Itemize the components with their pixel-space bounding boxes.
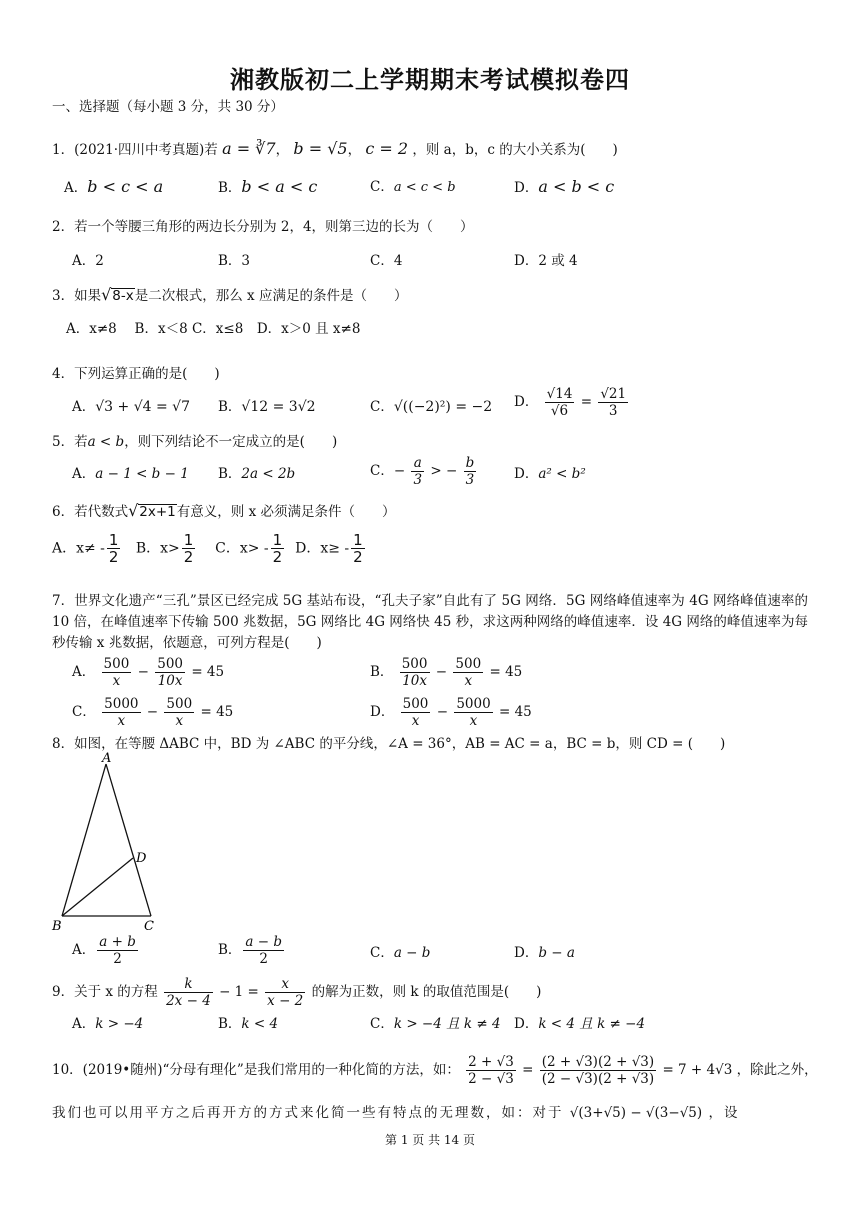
question-9-stem: 9．关于 x 的方程 $\frac{k}{2x - 4}$ − 1 = $\frac{x}{x - 2}$ 的解为正数，则 k 的取值范围是( ) [52,976,542,1009]
q4-option-c: C．√((−2)²) = −2 [370,399,493,415]
section-heading: 一、选择题（每小题 3 分，共 30 分） [52,99,284,115]
q4-option-b: B．√12 = 3√2 [218,399,316,415]
q2-option-a: A．2 [72,253,104,269]
question-6-stem: 6．若代数式√2x+1有意义，则 x 必须满足条件（ ） [52,501,396,520]
q6-options: A．x≠ - $\frac{1}{2}$ B．x> $\frac{1}{2}$ C．x> - $\frac{1}{2}$ D．x≥ - $\frac{1}{2}$ [52,531,363,566]
triangle-figure [46,750,166,940]
question-1-stem: 1．(2021·四川中考真题)若 a = ∛7， b = √5， c = 2 ，则 a，b，c 的大小关系为( ) [52,139,618,158]
q1-option-d: D．a < b < c [514,177,615,196]
q5-option-b: B．2a < 2b [218,466,296,482]
q3-options: A．x≠8 B．x＜8 C．x≤8 D．x＞0 且 x≠8 [66,321,361,337]
page-footer: 第 1 页 共 14 页 [385,1133,475,1147]
q9-option-b: B．k < 4 [218,1016,279,1032]
q7-option-a: A． $\frac{500}{x}$ − $\frac{500}{10x}$ = 45 [72,656,225,689]
question-2-stem: 2．若一个等腰三角形的两边长分别为 2，4，则第三边的长为（ ） [52,219,474,235]
q2-option-b: B．3 [218,253,251,269]
q8-option-c: C．a − b [370,945,431,961]
question-10-line-1: 10．(2019•随州)“分母有理化”是我们常用的一种化简的方法，如： $\frac{2 + √3}{2 - √3}$ = $\frac{(2 + √3)(2 + √3)}{(2 - √3)(2 + √3)}$ = 7 + 4√3 ，除此之外， [52,1054,818,1087]
q9-option-c: C．k > −4 且 k ≠ 4 [370,1016,501,1032]
q5-option-d: D．a² < b² [514,466,586,482]
question-4-stem: 4．下列运算正确的是( ) [52,366,220,382]
vertex-label-b: B [52,919,62,934]
vertex-label-c: C [144,919,154,934]
q7-option-b: B． $\frac{500}{10x}$ − $\frac{500}{x}$ = 45 [370,656,523,689]
q9-option-a: A．k > −4 [72,1016,144,1032]
q1-option-c: C．a < c < b [370,179,456,195]
vertex-label-d: D [136,851,147,866]
question-7-stem: 7．世界文化遗产“三孔”景区已经完成 5G 基站布设，“孔夫子家”自此有了 5G 网络．5G 网络峰值速率为 4G 网络峰值速率的 10 倍，在峰值速率下传输 500 兆数据，5G 网络比 4G 网络快 45 秒，求这两种网络的峰值速率．设 4G 网络的峰值速率为每秒传输 x 兆数据，依题意，可列方程是( ) [52,593,808,651]
question-10-line-2: 我们也可以用平方之后再开方的方式来化简一些有特点的无理数，如：对于 √(3+√5) − √(3−√5) ，设 [52,1105,740,1121]
q2-option-d: D．2 或 4 [514,253,578,269]
q7-option-c: C． $\frac{5000}{x}$ − $\frac{500}{x}$ = 45 [72,696,234,729]
page-title: 湘教版初二上学期期末考试模拟卷四 [230,65,630,94]
q5-option-c: C．− $\frac{a}{3}$ > − $\frac{b}{3}$ [370,455,475,488]
question-3-stem: 3．如果√8-x是二次根式，那么 x 应满足的条件是（ ） [52,285,408,304]
q8-option-d: D．b − a [514,945,575,961]
question-5-stem: 5．若a < b，则下列结论不一定成立的是( ) [52,434,338,450]
q5-option-a: A．a − 1 < b − 1 [72,466,189,482]
vertex-label-a: A [102,751,112,766]
q8-option-a: A． $\frac{a + b}{2}$ [72,934,136,967]
q9-option-d: D．k < 4 且 k ≠ −4 [514,1016,646,1032]
q1-option-a: A．b < c < a [64,177,164,196]
q2-option-c: C．4 [370,253,403,269]
q7-option-d: D． $\frac{500}{x}$ − $\frac{5000}{x}$ = 45 [370,696,532,729]
q4-option-d: D． $\frac{√14}{√6}$ = $\frac{√21}{3}$ [514,386,627,419]
q8-option-b: B． $\frac{a - b}{2}$ [218,934,283,967]
question-8-stem: 8．如图，在等腰 ΔABC 中，BD 为 ∠ABC 的平分线，∠A = 36°，AB = AC = a，BC = b，则 CD = ( ) [52,736,726,752]
q4-option-a: A．√3 + √4 = √7 [72,399,190,415]
q1-option-b: B．b < a < c [218,177,318,196]
